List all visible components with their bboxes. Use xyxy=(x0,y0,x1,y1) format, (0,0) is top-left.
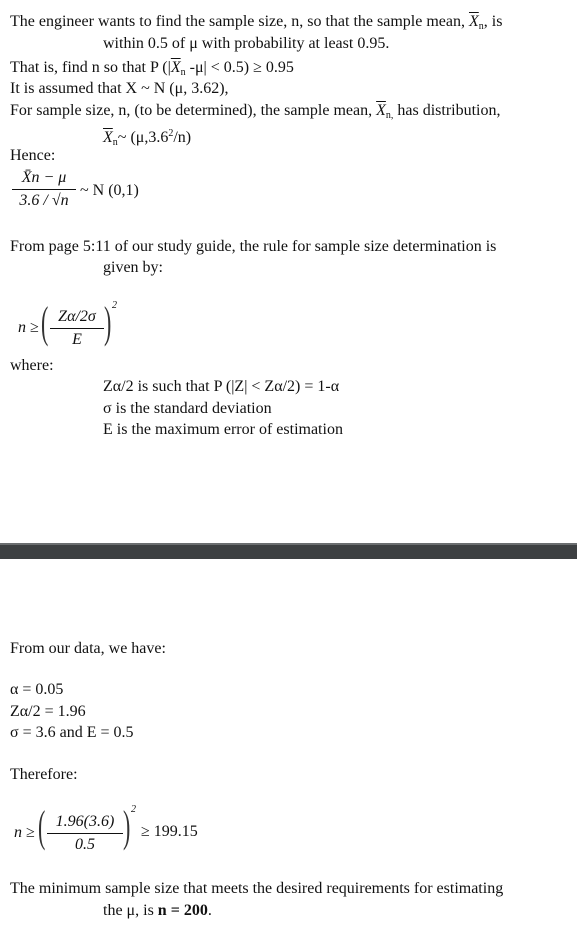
xbar-symbol: $\overline{X}$ xyxy=(468,13,479,30)
calc-n-ge: n ≥ xyxy=(14,824,35,841)
intro-line-2: within 0.5 of μ with probability at least 0.95. xyxy=(103,35,390,52)
formula-exponent: 2 xyxy=(112,300,117,311)
definition-z: Zα/2 is such that P (|Z| < Zα/2) = 1-α xyxy=(103,378,340,395)
rule-line-2: given by: xyxy=(103,259,163,276)
conclusion-line-2 xyxy=(103,901,212,921)
calc-result: ≥ 199.15 xyxy=(141,823,198,840)
alpha-value: α = 0.05 xyxy=(10,681,64,698)
distribution-line xyxy=(10,101,501,126)
section-divider xyxy=(0,543,577,559)
superscript: 2 xyxy=(168,128,174,139)
calc-exponent: 2 xyxy=(131,804,136,815)
answer-value: n = 200 xyxy=(157,902,208,919)
left-paren: ( xyxy=(41,298,49,347)
intro-text: The engineer wants to find the sample size, n, so that the sample mean, xyxy=(10,13,469,30)
subscript: n xyxy=(112,137,118,148)
standardized-fraction xyxy=(12,168,76,211)
calculation-fraction xyxy=(47,812,123,855)
intro-text-end: , is xyxy=(483,13,503,30)
dist-text-end: has distribution, xyxy=(393,102,501,119)
formula-n-ge: n ≥ xyxy=(18,319,39,336)
dist-formula-end: /n) xyxy=(173,129,192,146)
prob-text-end: -μ| < 0.5) ≥ 0.95 xyxy=(185,59,294,76)
fraction-denominator: 3.6 / √n xyxy=(19,192,69,209)
conclusion-end: . xyxy=(207,902,212,919)
conclusion-text: the μ, is xyxy=(103,902,158,919)
conclusion-line-1: The minimum sample size that meets the desired requirements for estimating xyxy=(10,880,504,897)
fraction-bar xyxy=(50,328,104,329)
sample-size-fraction xyxy=(50,307,104,350)
fraction-numerator: X̄n − μ xyxy=(21,169,67,186)
left-paren: ( xyxy=(38,802,46,851)
fraction-numerator: Zα/2σ xyxy=(58,308,96,325)
fraction-bar xyxy=(12,189,76,190)
xbar-symbol: $\overline{X}$ xyxy=(103,129,113,146)
definition-e: E is the maximum error of estimation xyxy=(103,421,343,438)
subscript: n, xyxy=(385,110,394,121)
where-label: where: xyxy=(10,357,54,374)
right-paren: ) xyxy=(123,802,131,851)
xbar-symbol: $\overline{X}$ xyxy=(170,59,181,76)
hence-label: Hence: xyxy=(10,147,56,164)
fraction-denominator: E xyxy=(72,331,82,348)
fraction-bar xyxy=(47,833,123,834)
definition-sigma: σ is the standard deviation xyxy=(103,400,272,417)
fraction-numerator: 1.96(3.6) xyxy=(55,813,115,830)
right-paren: ) xyxy=(104,298,112,347)
dist-text: For sample size, n, (to be determined), the sample mean, xyxy=(10,102,377,119)
normal-distribution: ~ N (0,1) xyxy=(80,182,139,199)
subscript: n xyxy=(478,21,484,32)
dist-formula-text: ~ (μ,3.6 xyxy=(117,129,169,146)
rule-line-1: From page 5:11 of our study guide, the rule for sample size determination is xyxy=(10,238,497,255)
distribution-formula xyxy=(103,124,191,153)
z-value: Zα/2 = 1.96 xyxy=(10,703,86,720)
sigma-e-values: σ = 3.6 and E = 0.5 xyxy=(10,724,134,741)
assumption-line: It is assumed that X ~ N (μ, 3.62), xyxy=(10,80,229,97)
subscript: n xyxy=(180,67,186,78)
prob-text: That is, find n so that P (| xyxy=(10,59,171,76)
from-data-line: From our data, we have: xyxy=(10,640,166,657)
xbar-symbol: $\overline{X}$ xyxy=(376,102,386,119)
fraction-denominator: 0.5 xyxy=(75,836,95,853)
therefore-label: Therefore: xyxy=(10,766,78,783)
